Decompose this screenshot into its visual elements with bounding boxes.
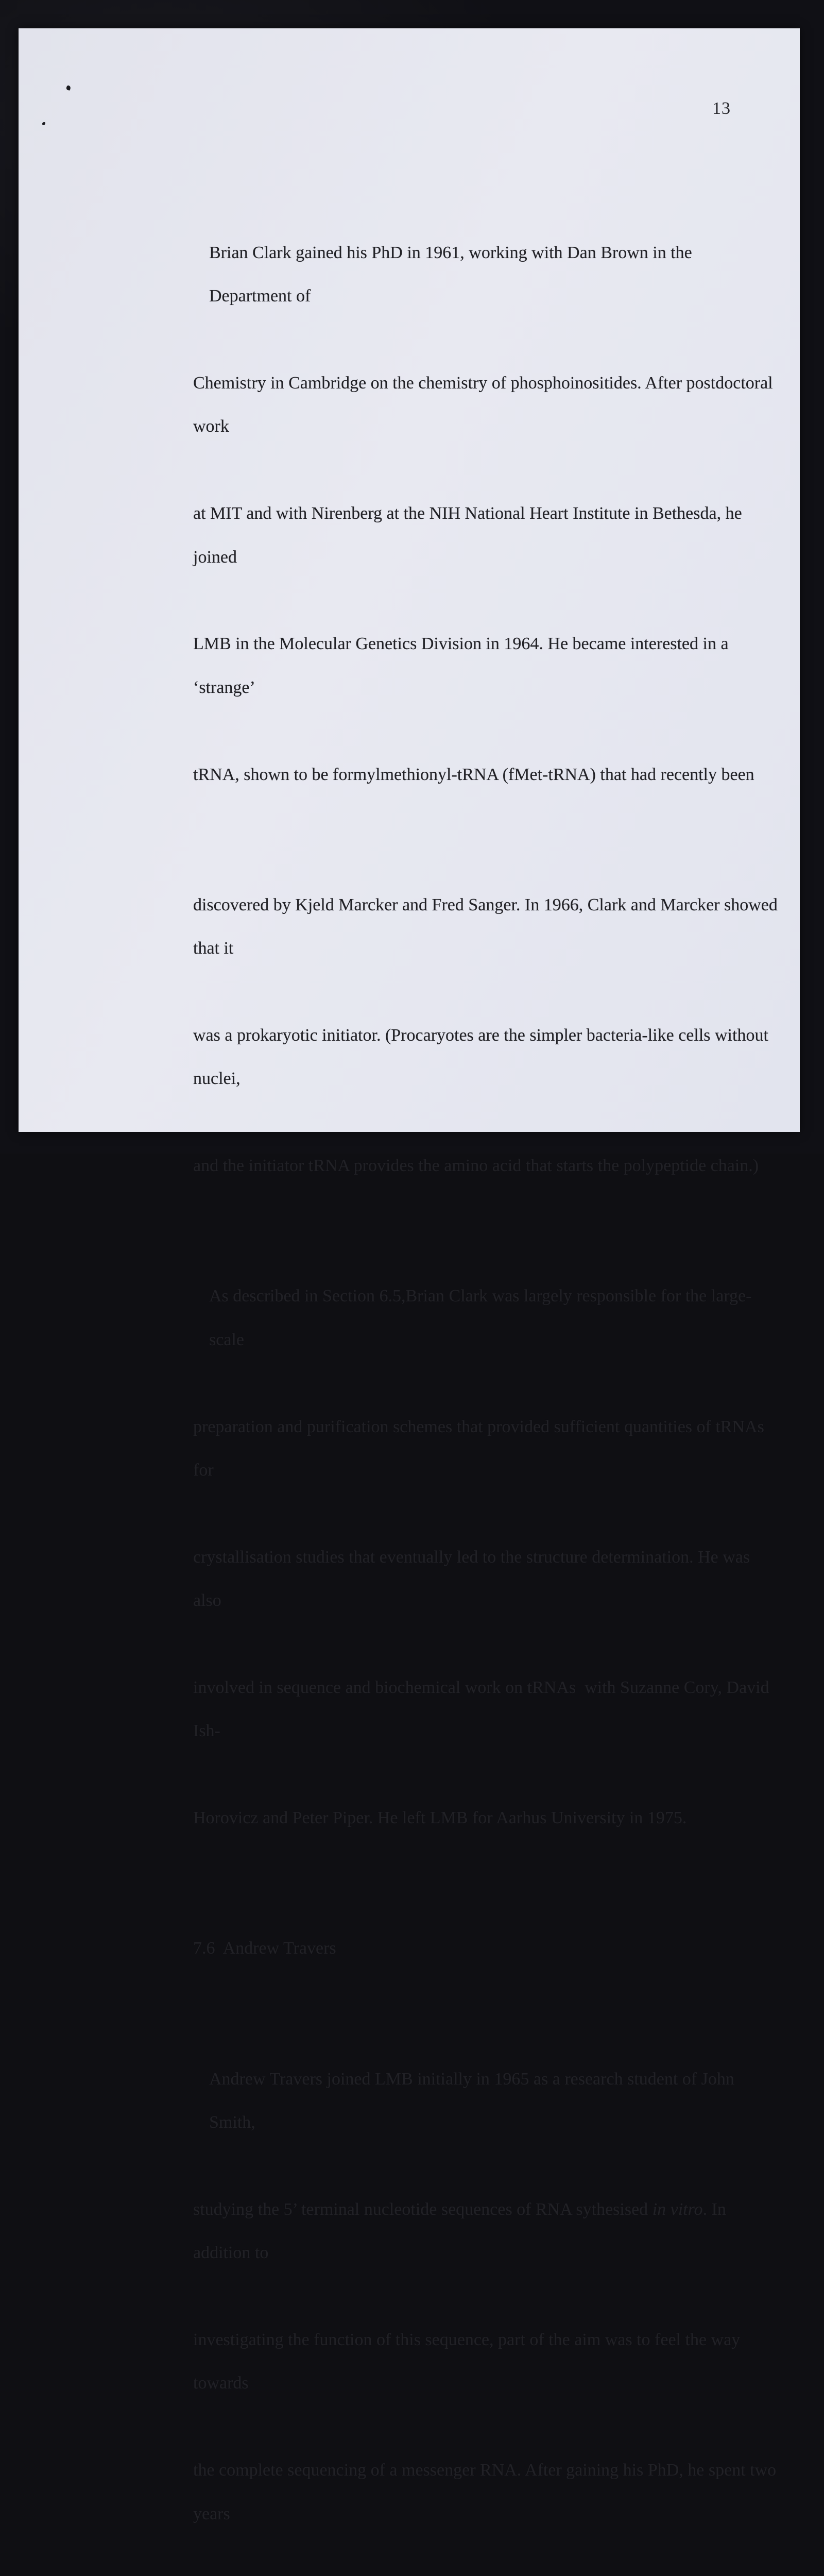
- text-line: crystallisation studies that eventually led to the structure determination. He was also: [193, 1547, 754, 1611]
- text-segment-italic: in vitro: [652, 2199, 703, 2219]
- body-text: [193, 144, 782, 2576]
- text-line: discovered by Kjeld Marcker and Fred Sanger. In 1966, Clark and Marcker showed that it: [193, 895, 782, 958]
- text-line: at MIT and with Nirenberg at the NIH National Heart Institute in Bethesda, he joined: [193, 504, 747, 567]
- text-segment: studying the 5’ terminal nucleotide sequences of RNA sythesised: [193, 2199, 653, 2219]
- text-line: the complete sequencing of a messenger RNA. After gaining his PhD, he spent two years: [193, 2461, 781, 2523]
- text-line: Chemistry in Cambridge on the chemistry of phosphoinositides. After postdoctoral work: [193, 374, 778, 436]
- text-line: and the initiator tRNA provides the amino acid that starts the polypeptide chain.): [193, 1156, 759, 1176]
- text-line: involved in sequence and biochemical work on tRNAs with Suzanne Cory, David Ish-: [193, 1678, 774, 1741]
- text-line: Andrew Travers joined LMB initially in 1965 as a research student of John Smith,: [209, 2069, 739, 2132]
- text-line: Brian Clark gained his PhD in 1961, working with Dan Brown in the Department of: [209, 243, 697, 306]
- scan-speck: [66, 85, 71, 91]
- text-line: tRNA, shown to be formylmethionyl-tRNA (fMet-tRNA) that had recently been: [193, 765, 754, 784]
- page-number: 13: [712, 99, 731, 118]
- text-line: was a prokaryotic initiator. (Procaryotes are the simpler bacteria-like cells without nuclei,: [193, 1026, 773, 1089]
- section-heading: 7.6 Andrew Travers: [193, 1939, 336, 1958]
- scan-speck-small: [42, 122, 45, 125]
- text-line: investigating the function of this sequence, part of the aim was to feel the way towards: [193, 2330, 745, 2393]
- text-line: preparation and purification schemes that provided sufficient quantities of tRNAs for: [193, 1417, 769, 1480]
- text-line: Horovicz and Peter Piper. He left LMB for Aarhus University in 1975.: [193, 1808, 687, 1828]
- text-line: LMB in the Molecular Genetics Division in 1964. He became interested in a ‘strange’: [193, 634, 733, 697]
- document-page: [19, 28, 800, 2523]
- text-segment: . In addition to: [193, 2199, 731, 2263]
- text-line: [193, 2188, 778, 2263]
- text-line: As described in Section 6.5,Brian Clark was largely responsible for the large-scale: [209, 1286, 752, 1349]
